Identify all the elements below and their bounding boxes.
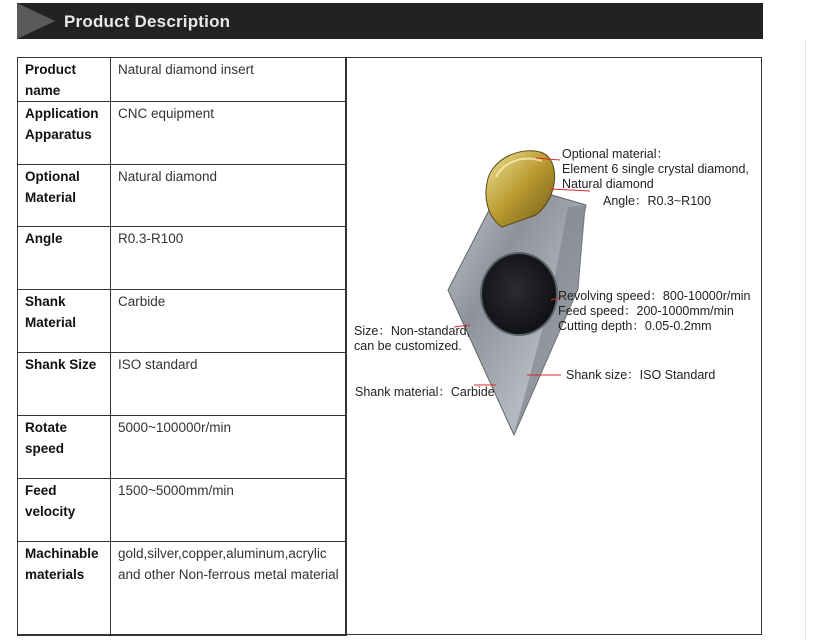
spec-key: Rotate speed <box>18 416 111 479</box>
spec-key: Feed velocity <box>18 479 111 542</box>
spec-value: Carbide <box>111 290 347 353</box>
spec-value: CNC equipment <box>111 102 347 165</box>
spec-value: gold,silver,copper,aluminum,acrylic and other Non-ferrous metal material <box>111 542 347 636</box>
size-label <box>354 324 470 354</box>
optional-material-label <box>562 147 749 192</box>
section-header <box>17 3 763 39</box>
spec-key: Application Apparatus <box>18 102 111 165</box>
spec-value: 5000~100000r/min <box>111 416 347 479</box>
annotation-line: Natural diamond <box>562 177 654 191</box>
spec-value: Natural diamond <box>111 165 347 227</box>
spec-value: 1500~5000mm/min <box>111 479 347 542</box>
annotation-line: can be customized. <box>354 339 462 353</box>
spec-key: Optional Material <box>18 165 111 227</box>
annotation-line: Revolving speed：800-10000r/min <box>558 289 751 303</box>
spec-key: Angle <box>18 227 111 290</box>
section-title: Product Description <box>64 12 231 31</box>
spec-key: Shank Material <box>18 290 111 353</box>
arrow-icon <box>17 3 55 39</box>
spec-key: Shank Size <box>18 353 111 416</box>
shank-size-label: Shank size：ISO Standard <box>566 368 716 382</box>
annotation-line: Element 6 single crystal diamond, <box>562 162 749 176</box>
annotation-line: Size：Non-standard, <box>354 324 471 338</box>
speed-label <box>558 289 750 334</box>
spec-key: Product name <box>18 58 111 102</box>
annotation-line: Optional material： <box>562 147 669 161</box>
annotation-line: Feed speed：200-1000mm/min <box>558 304 734 318</box>
page-divider <box>805 40 806 640</box>
shank-material-label: Shank material：Carbide <box>355 385 495 399</box>
spec-value: ISO standard <box>111 353 347 416</box>
spec-key: Machinable materials <box>18 542 111 636</box>
spec-value: Natural diamond insert <box>111 58 347 102</box>
angle-label: Angle：R0.3~R100 <box>603 194 712 208</box>
annotation-line: Cutting depth：0.05-0.2mm <box>558 319 712 333</box>
spec-value: R0.3-R100 <box>111 227 347 290</box>
product-image-cell <box>345 57 762 635</box>
